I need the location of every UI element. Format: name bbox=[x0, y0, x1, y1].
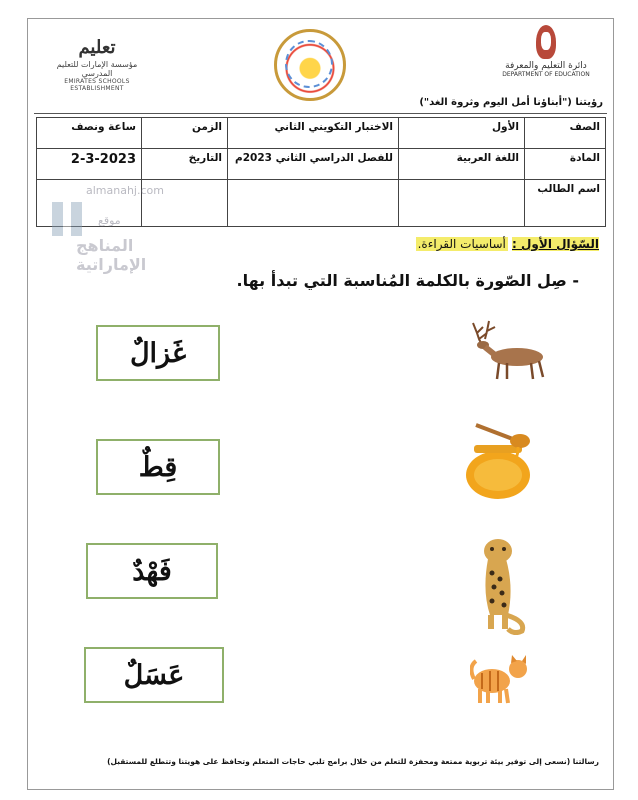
word-box[interactable]: فَهْدٌ bbox=[86, 543, 218, 599]
leopard-icon[interactable] bbox=[470, 531, 530, 635]
dept-english-name: DEPARTMENT OF EDUCATION bbox=[502, 71, 590, 78]
subject-value: اللغة العربية bbox=[399, 149, 525, 180]
logo-english-name: EMIRATES SCHOOLS ESTABLISHMENT bbox=[64, 78, 130, 92]
department-of-education-logo bbox=[486, 25, 606, 97]
word-box[interactable]: عَسَلٌ bbox=[84, 647, 224, 703]
question-topic: أساسيات القراءة. bbox=[417, 237, 506, 251]
empty-cell bbox=[228, 180, 399, 227]
exam-title: الاختبار التكويني الثاني bbox=[228, 118, 399, 149]
date-value: 2-3-2023 bbox=[37, 149, 142, 180]
logo-arabic-name: مؤسسة الإمارات للتعليم المدرسي bbox=[56, 60, 138, 78]
question-label: السّؤال الأول : bbox=[512, 237, 599, 251]
mission-footer: رسالتنا (نسعى إلى توفير بيئة تربوية ممتعة ومحفزة للتعلم من خلال برامج تلبي حاجات المتعلم وتحافظ على هويتنا وتتطلع للمستقبل) bbox=[107, 757, 599, 766]
student-name-field[interactable] bbox=[399, 180, 525, 227]
watermark-cross-icon bbox=[52, 202, 82, 236]
deer-icon[interactable] bbox=[463, 319, 553, 381]
date-label: التاريخ bbox=[142, 149, 228, 180]
student-name-label: اسم الطالب bbox=[525, 180, 606, 227]
term-text: للفصل الدراسي الثاني 2023م bbox=[228, 149, 399, 180]
subject-label: المادة bbox=[525, 149, 606, 180]
time-value: ساعة ونصف bbox=[37, 118, 142, 149]
question-instruction: - صِل الصّورة بالكلمة المُناسبة التي تبدأ بها. bbox=[236, 271, 579, 290]
grade-value: الأول bbox=[399, 118, 525, 149]
watermark-line: موقع bbox=[98, 214, 121, 227]
logo-mark: تعليم bbox=[78, 37, 116, 58]
divider bbox=[34, 113, 607, 114]
grade-label: الصف bbox=[525, 118, 606, 149]
school-seal-icon bbox=[274, 29, 346, 101]
falcon-emblem-icon bbox=[536, 25, 556, 59]
watermark-site: almanahj.com bbox=[86, 184, 164, 197]
site-watermark bbox=[48, 184, 198, 279]
emirates-schools-logo bbox=[42, 37, 152, 97]
question-heading bbox=[416, 237, 599, 251]
watermark-title: المناهج الإماراتية bbox=[76, 236, 147, 274]
cat-icon[interactable] bbox=[470, 655, 534, 705]
dept-arabic-name: دائرة التعليم والمعرفة bbox=[505, 61, 587, 71]
time-label: الزمن bbox=[142, 118, 228, 149]
vision-statement: رؤيتنا ("أبناؤنا أمل اليوم وثروة الغد") bbox=[419, 97, 603, 108]
worksheet-page bbox=[27, 18, 614, 790]
word-box[interactable]: غَزالٌ bbox=[96, 325, 220, 381]
word-box[interactable]: قِطٌ bbox=[96, 439, 220, 495]
honey-icon[interactable] bbox=[458, 411, 538, 501]
